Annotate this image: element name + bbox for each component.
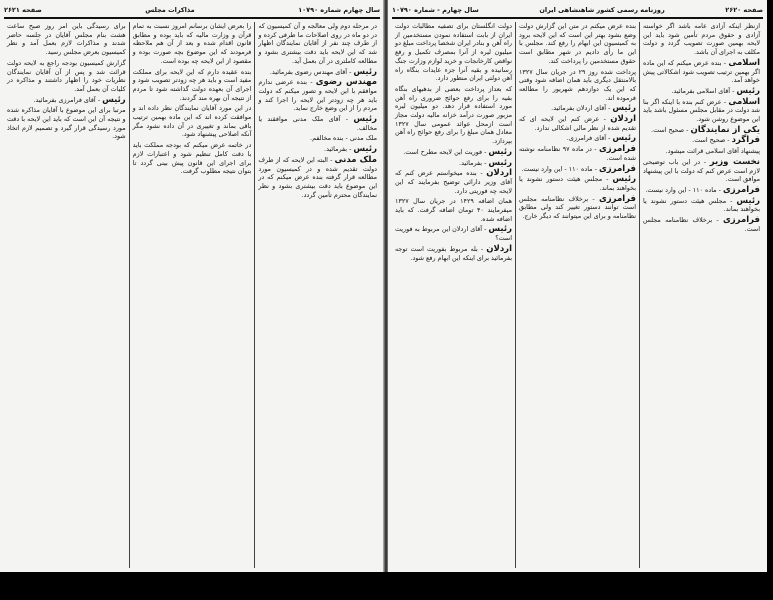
- paragraph-text: آقای اسلامی بفرمائید.: [671, 86, 731, 95]
- paragraph: اسلامی - عرض کنم بنده با اینکه اگر بنا شد دولت در مقابل مجلس مسئول باشد باید این موضوع روشن شود.: [643, 96, 760, 124]
- paragraph-text: بفرمائید.: [459, 158, 483, 167]
- page-header: [392, 4, 763, 16]
- paragraph: [395, 22, 512, 83]
- paragraph-text: پرداخت شده روز ۲۹ در جریان سال ۱۳۲۷ بالامنتقل دیگری باید همان اضافه شود وقتی که این یک دوازدهم شهریور را مطالعه فرموده اند.: [519, 67, 636, 102]
- paragraph-text: برای رسیدگی باین امر روز صبح ساعت هشت بنام مجلس آقایان در جلسه حاضر شدند و مذاکرات لازم بعمل آمد و نظر کمیسیون بعرض مجلس رسید.: [6, 22, 126, 57]
- paragraph-text: صحیح است.: [692, 136, 726, 145]
- paragraph-text: در ماده ۹۷ نظامنامه نوشته شده است.: [519, 145, 636, 162]
- speaker-name: رئیس: [488, 224, 512, 235]
- paragraph: فرامرزی - ماده ۱۱۰ - این وارد نیست.: [645, 184, 760, 195]
- paragraph-text: دولت انگلستان برای تصفیه مطالبات دولت ایران از بابت استفاده نمودن مستخدمین از راه آهن و بنادر ایران شخصا پرداخت مبلغ دو میلیون لیره از آنرا بمصرف تکمیل و رفع نواقص کارخانجات و خرید لوازم وزارت جنگ رسانیده و بقیه آنرا جزء عایدات بنگاه راه آهن دولتی ایران منظور دارد.: [395, 22, 512, 83]
- paragraph-text: در این مورد آقایان نمایندگان نظر داده اند و موافقت کرده اند که این ماده بهمین ترتیب باقی بماند و تغییری در آن داده نشود مگر آنکه اصلاحی پیشنهاد شود.: [132, 104, 252, 139]
- text-column: [129, 22, 255, 568]
- paragraph: یکی از نمایندگان - صحیح است.: [651, 124, 760, 135]
- paragraph-text: در مرحله دوم ولی معالجه و آن کمیسیون که در دو ماه در روی اصلاحات ما طرفی کرده و از طرف چند نفر از آقایان نمایندگان اظهار شد که این لایحه باید دقت بیشتری بشود و مطالعه کاملتری در آن بعمل آید.: [258, 22, 377, 65]
- paragraph: [133, 68, 252, 103]
- speaker-name: رئیس: [612, 174, 636, 185]
- paragraph-text: ملک مدنی - بنده مخالفم.: [310, 134, 377, 143]
- header-rule: [4, 17, 380, 19]
- left-page: [0, 0, 384, 572]
- paragraph: [643, 22, 760, 57]
- paragraph-text: صحیح است.: [651, 125, 685, 134]
- paragraph: [133, 22, 252, 66]
- speaker-name: فرامرزی: [598, 163, 636, 174]
- speaker-name: اسلامی: [728, 96, 760, 107]
- speaker-name: رئیس: [353, 66, 377, 77]
- paragraph-text: آقای اردلان این مربوط به فوریت است؟: [395, 225, 512, 243]
- paragraph: اسلامی - بنده عرض میکنم که این ماده اگر بهمین ترتیب تصویب شود اشکالاتی پیش خواهد آمد.: [643, 57, 760, 85]
- paragraph-text: آقای مهندس رضوی بفرمائید.: [269, 67, 348, 76]
- paragraph-text: آقای فرامرزی.: [566, 134, 607, 143]
- paragraph: رئیس - آقای اردلان این مربوط به فوریت است؟: [395, 224, 512, 243]
- issue-number: سال چهارم - شماره ۱۰۷۹۰: [392, 6, 479, 14]
- paragraph: رئیس - مجلس هیئت دستور نشوند یا بخواهند بماند.: [519, 174, 636, 192]
- speaker-name: رئیس: [353, 114, 377, 125]
- page-number: صفحه ۲۶۲۰: [725, 6, 763, 14]
- speaker-name: فرامرزی: [598, 144, 636, 155]
- paragraph: [395, 85, 512, 146]
- speaker-name: فراگرد: [731, 135, 760, 146]
- paragraph: رئیس - بفرمائید.: [324, 144, 377, 155]
- speaker-name: رئیس: [353, 144, 377, 155]
- speaker-name: اردلان: [486, 243, 512, 254]
- speaker-name: رئیس: [612, 103, 636, 114]
- speaker-name: رئیس: [102, 94, 126, 105]
- text-column: [254, 22, 380, 568]
- paragraph: اردلان - بله مربوط بفوریت است توجه بفرمائید برای اینکه این ابهام رفع شود.: [395, 243, 512, 262]
- paragraph: [395, 197, 512, 223]
- speaker-name: رئیس: [612, 133, 636, 144]
- speaker-name: رئیس: [736, 85, 760, 96]
- paragraph-text: بنده عرض میکنم که این ماده اگر بهمین ترتیب تصویب شود اشکالاتی پیش خواهد آمد.: [643, 58, 760, 85]
- speaker-name: رئیس: [488, 146, 512, 157]
- columns: [4, 22, 380, 568]
- paragraph-text: ماده ۱۱۰ - این وارد نیست.: [645, 185, 717, 194]
- paragraph-text: بفرمائید.: [324, 145, 348, 154]
- paragraph-text: همان اضافه ۱۴۲۹ در جریان سال ۱۳۲۷ میفرمایند ۴۰ تومان اضافه گرفت. که باید اضافه شده.: [395, 197, 512, 223]
- speaker-name: ملک مدنی: [334, 154, 378, 165]
- speaker-name: فرامرزی: [722, 184, 760, 195]
- paragraph: فراگرد - صحیح است.: [692, 135, 760, 146]
- paragraph-text: فوریت این لایحه مطرح است.: [403, 147, 483, 156]
- paragraph: فرامرزی - در ماده ۹۷ نظامنامه نوشته شده است.: [519, 144, 636, 162]
- paragraph-text: در خاتمه عرض میکنم که بودجه مملکت باید با دقت کامل تنظیم شود و اعتبارات لازم برای اجرای این قانون پیش بینی گردد تا بتوان نتیجه مطلوب گرفت.: [132, 141, 252, 176]
- text-column: [515, 22, 639, 568]
- paragraph: اردلان - عرض کنم این لایحه ای که تقدیم شده از نظر مالی اشکالی ندارد.: [519, 114, 636, 132]
- paragraph-text: آقای اردلان بفرمائید.: [551, 104, 607, 113]
- paragraph: رئیس - آقای فرامرزی بفرمائید.: [33, 94, 126, 105]
- paragraph: اردلان - بنده میخواستم عرض کنم که آقای وزیر دارائی توضیح بفرمایند که این لایحه چه فوریتی دارد.: [395, 168, 512, 195]
- paragraph-text: ازنظر اینکه آزادی عامه باشد اگر خواسته آزادی و حقوق مردم تأمین شود باید این لایحه بهمین صورت تصویب گردد و دولت مکلف به اجرای آن باشد.: [643, 22, 760, 57]
- paragraph: فرامرزی - ماده ۱۱۰ - این وارد نیست.: [521, 163, 636, 174]
- paragraph-text: عرض کنم این لایحه ای که تقدیم شده از نظر مالی اشکالی ندارد.: [519, 115, 636, 132]
- speaker-name: فرامرزی: [599, 193, 637, 204]
- paragraph: رئیس - فوریت این لایحه مطرح است.: [403, 146, 512, 157]
- paragraph: [133, 104, 252, 139]
- paragraph-text: مرتبا برای این موضوع با آقایان مذاکره شده و نتیجه آن این است که باید این لایحه با دقت مورد رسیدگی قرار گیرد و تصمیم لازم اتخاذ شود.: [6, 106, 126, 141]
- paragraph-text: بنده عقیده دارم که این لایحه برای مملکت مفید است و باید هر چه زودتر تصویب شود و اجرای آن بعهده دولت گذاشته شود تا مردم از نتیجه آن بهره مند گردند.: [132, 67, 252, 102]
- paragraph: [133, 141, 252, 176]
- paragraph: رئیس - آقای اردلان بفرمائید.: [551, 103, 636, 114]
- paragraph-text: بنده عرضی ندارم موافقم با این لایحه و تصور میکنم که دولت باید هر چه زودتر این لایحه را اجرا کند و مردم را از این وضع خارج نماید.: [258, 78, 377, 113]
- header-rule: [392, 17, 763, 19]
- text-column: [639, 22, 763, 568]
- paragraph-text: برخلاف نظامنامه مجلس است توانند دستور تغییر کند ولی مطابق نظامنامه و برای این میتوانند که دیگر خارج.: [519, 194, 636, 221]
- paragraph-text: را بعرض ایشان برسانم امروز نسبت به تمام قرآن و وزارت مالیه که باید بوده و مطابق قانون اقدام شده و بعد از آن هم ملاحظه فرمودند که این موضوع بچه صورت بوده و مقصود از این لایحه چه بوده است.: [132, 22, 252, 65]
- newspaper-title: روزنامه رسمی کشور شاهنشاهی ایران: [539, 6, 665, 14]
- paragraph: [258, 134, 377, 143]
- text-column: [392, 22, 515, 568]
- paragraph-text: مجلس هیئت دستور نشوند یا بخواهند بماند.: [519, 175, 636, 192]
- paragraph: مهندس رضوی - بنده عرضی ندارم موافقم با این لایحه و تصور میکنم که دولت باید هر چه زودتر این لایحه را اجرا کند و مردم را از این وضع خارج نماید.: [258, 77, 377, 113]
- paragraph-text: آقای فرامرزی بفرمائید.: [33, 95, 96, 104]
- page-number: صفحه ۲۶۲۱: [4, 6, 42, 14]
- section-title: مذاکرات مجلس: [145, 6, 195, 14]
- paragraph: [519, 68, 636, 103]
- paragraph-text: برخلاف نظامنامه مجلس است.: [643, 216, 760, 233]
- speaker-name: اسلامی: [728, 57, 760, 68]
- right-page: [388, 0, 767, 572]
- paragraph: فرامرزی - برخلاف نظامنامه مجلس است.: [643, 215, 761, 233]
- paragraph-text: مجلس هیئت دستور نشوند یا بخواهند بماند.: [643, 196, 760, 214]
- paragraph: رئیس - آقای مهندس رضوی بفرمائید.: [269, 66, 377, 77]
- paragraph: [519, 22, 636, 66]
- paragraph-text: که بعداز پرداخت بعضی از بدهیهای بنگاه بقیه را برای رفع حوائج ضروری راه آهن مورد استفاده قرار دهد. دو میلیون لیره مزبور صورت درآمد خزانه مالیه دولت مجاز است ازمحل عوائد عمومی سال ۱۳۲۷ معادل همان مبلغ را برای رفع حوائج راه آهن بپردازد.: [395, 84, 512, 146]
- paragraph: رئیس - آقای اسلامی بفرمائید.: [671, 85, 760, 96]
- speaker-name: اردلان: [610, 114, 636, 125]
- paragraph-text: ماده ۱۱۰ - این وارد نیست.: [521, 164, 593, 173]
- paragraph-text: البته این لایحه که از طرف دولت تقدیم شده و در کمیسیون مورد مطالعه قرار گرفته بنده عرض میکنم که در این موضوع باید دقت بیشتری بشود و نظر نمایندگان محترم تأمین گردد.: [258, 155, 377, 199]
- paragraph: فرامرزی - برخلاف نظامنامه مجلس است توانند دستور تغییر کند ولی مطابق نظامنامه و برای این میتوانند که دیگر خارج.: [519, 193, 637, 221]
- columns: [392, 22, 763, 568]
- paragraph-text: بله مربوط بفوریت است توجه بفرمائید برای اینکه این ابهام رفع شود.: [395, 244, 512, 262]
- speaker-name: رئیس: [736, 195, 760, 206]
- speaker-name: یکی از نمایندگان: [690, 124, 760, 135]
- speaker-name: رئیس: [488, 157, 512, 168]
- paragraph: رئیس - آقای فرامرزی.: [566, 133, 636, 144]
- speaker-name: اردلان: [486, 168, 512, 179]
- text-column: [4, 22, 129, 568]
- paragraph: [258, 22, 377, 66]
- paragraph: [7, 59, 126, 94]
- speaker-name: نخست وزیر: [709, 156, 760, 167]
- paragraph: [7, 106, 126, 141]
- paragraph: [643, 147, 760, 156]
- paragraph-text: در این باب توضیحی لازم است عرض کنم که دولت با این پیشنهاد موافق است.: [643, 157, 760, 184]
- paragraph: رئیس - مجلس هیئت دستور نشوند یا بخواهند بماند.: [643, 195, 760, 214]
- paragraph: رئیس - آقای ملک مدنی موافقند یا مخالف.: [258, 114, 377, 132]
- paragraph-text: بنده میخواستم عرض کنم که آقای وزیر دارائی توضیح بفرمایند که این لایحه چه فوریتی دارد.: [395, 169, 512, 195]
- paragraph-text: عرض کنم بنده با اینکه اگر بنا شد دولت در مقابل مجلس مسئول باشد باید این موضوع روشن شود.: [643, 97, 760, 124]
- speaker-name: فرامرزی: [723, 215, 761, 226]
- paragraph-text: بنده عرض میکنم در متن این گزارش دولت وضع بشود بهتر این است که این لایحه برود به کمیسیون این ابهام را رفع کند. مجلس با این ما رأی دادیم در شهر مطابق است حقوق مستخدمین را پرداخت کند.: [519, 22, 636, 65]
- paragraph-text: گزارش کمیسیون بودجه راجع به لایحه دولت قرائت شد و پس از آن آقایان نمایندگان نظریات خود را اظهار داشتند و مذاکره در کلیات آن بعمل آمد.: [6, 58, 126, 93]
- paragraph: رئیس - بفرمائید.: [459, 157, 512, 168]
- speaker-name: مهندس رضوی: [315, 77, 377, 88]
- paragraph: نخست وزیر - در این باب توضیحی لازم است عرض کنم که دولت با این پیشنهاد موافق است.: [643, 156, 760, 184]
- page-header: [4, 4, 380, 16]
- paragraph-text: پیشنهاد آقای اسلامی قرائت میشود.: [665, 147, 760, 156]
- issue-number: سال چهارم شماره ۱۰۷۹۰: [298, 6, 380, 14]
- paragraph: ملک مدنی - البته این لایحه که از طرف دولت تقدیم شده و در کمیسیون مورد مطالعه قرار گرفته بنده عرض میکنم که در این موضوع باید دقت بیشتری بشود و نظر نمایندگان محترم تأمین گردد.: [258, 154, 378, 199]
- paragraph-text: آقای ملک مدنی موافقند یا مخالف.: [258, 115, 377, 132]
- paragraph: [7, 22, 126, 57]
